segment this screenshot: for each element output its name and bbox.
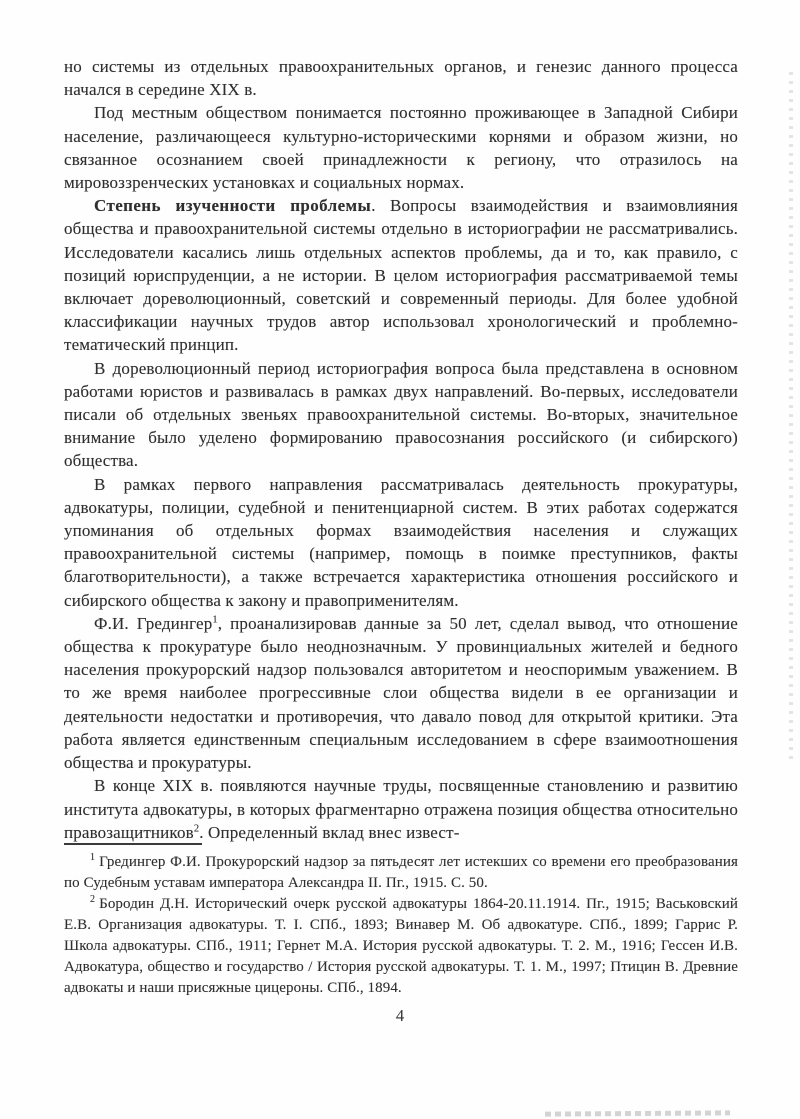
paragraph-late-19th-century	[64, 774, 738, 844]
footnotes-section	[64, 843, 738, 999]
footnote-reference-2: 2	[193, 823, 200, 835]
paragraph-local-society: Под местным обществом понимается постоянно проживающее в Западной Сибири население, различающееся культурно-историческими корнями и образом жизни, но связанное осознанием своей принадлежности к региону, что отразилось на мировоззренческих установках и социальных нормах.	[64, 103, 738, 193]
paragraph-historiography-text: . Вопросы взаимодействия и взаимовлияния общества и правоохранительной системы отдельно в историографии не рассматривались. Исследователи касались лишь отдельных аспектов проблемы, да и то, как правило, с позиций юриспруденции, а не истории. В целом историография рассматриваемой темы включает дореволюционный, советский и современный периоды. Для более удобной классификации научных трудов автор использовал хронологический и проблемно-тематический принцип.	[64, 196, 739, 355]
page-number: 4	[395, 1006, 405, 1025]
paragraph-gredinger-pre: Ф.И. Гредингер	[94, 613, 213, 633]
paragraph-gredinger-post: , проанализировав данные за 50 лет, сделал вывод, что отношение общества к прокуратуре было неоднозначным. У провинциальных жителей и бедного населения прокурорский надзор пользовался авторитетом и неоспоримым уважением. В то же время наиболее прогрессивные слои общества видели в ее организации и деятельности недостатки и противоречия, что давало повод для открытой критики. Эта работа является единственным специальным исследованием в сфере взаимоотношения общества и прокуратуры.	[64, 613, 738, 773]
footnote-separator-rule	[64, 843, 202, 845]
footnote-2-text: Бородин Д.Н. Исторический очерк русской адвокатуры 1864-20.11.1914. Пг., 1915; Васьковский Е.В. Организация адвокатуры. Т. I. СПб., 1893; Винавер М. Об адвокатуре. СПб., 1899; Гаррис Р. Школа адвокатуры. СПб., 1911; Гернет М.А. История русской адвокатуры. Т. 2. М., 1916; Гессен И.В. Адвокатура, общество и государство / История русской адвокатуры. Т. 1. М., 1997; Птицин В. Древние адвокаты и наши присяжные цицероны. СПб., 1894.	[64, 896, 738, 996]
paragraph-gredinger	[64, 612, 738, 774]
main-text-column	[64, 55, 738, 844]
paragraph-continuation: но системы из отдельных правоохранительных органов, и генезис данного процесса начался в середине XIX в.	[64, 57, 738, 100]
footnote-reference-1: 1	[212, 614, 218, 626]
section-heading-bold: Степень изученности проблемы	[94, 196, 372, 216]
paragraph-first-direction: В рамках первого направления рассматривалась деятельность прокуратуры, адвокатуры, полиции, судебной и пенитенциарной систем. В этих работах содержатся упоминания об отдельных формах взаимодействия населения и служащих правоохранительной системы (например, помощь в поимке преступников, факты благотворительности), а также встречается характеристика отношения российского и сибирского общества к закону и правоприменителям.	[64, 474, 738, 610]
paragraph-late-19th-pre: В конце XIX в. появляются научные труды, посвященные становлению и развитию института адвокатуры, в которых фрагментарно отражена позиция общества относительно правозащитников	[64, 776, 738, 842]
footnote-1	[64, 852, 738, 894]
paragraph-prerevolutionary-period: В дореволюционный период историография вопроса была представлена в основном работами юристов и развивалась в рамках двух направлений. Во-первых, исследователи писали об отдельных звеньях правоохранительной системы. Во-вторых, значительное внимание было уделено формированию правосознания российского (и сибирского) общества.	[64, 358, 738, 471]
footnote-2-marker: 2	[90, 894, 96, 905]
scan-artifact-bottom-scratch	[545, 1110, 730, 1116]
paragraph-historiography-heading	[64, 194, 738, 356]
footnote-1-marker: 1	[90, 852, 96, 863]
paragraph-late-19th-post: . Определенный вклад внес извест-	[199, 822, 460, 842]
footnote-2	[64, 894, 738, 999]
scan-artifact-right-edge	[789, 72, 793, 762]
footnote-1-text: Гредингер Ф.И. Прокурорский надзор за пятьдесят лет истекших со времени его преобразования по Судебным уставам императора Александра II. Пг., 1915. С. 50.	[64, 854, 738, 891]
